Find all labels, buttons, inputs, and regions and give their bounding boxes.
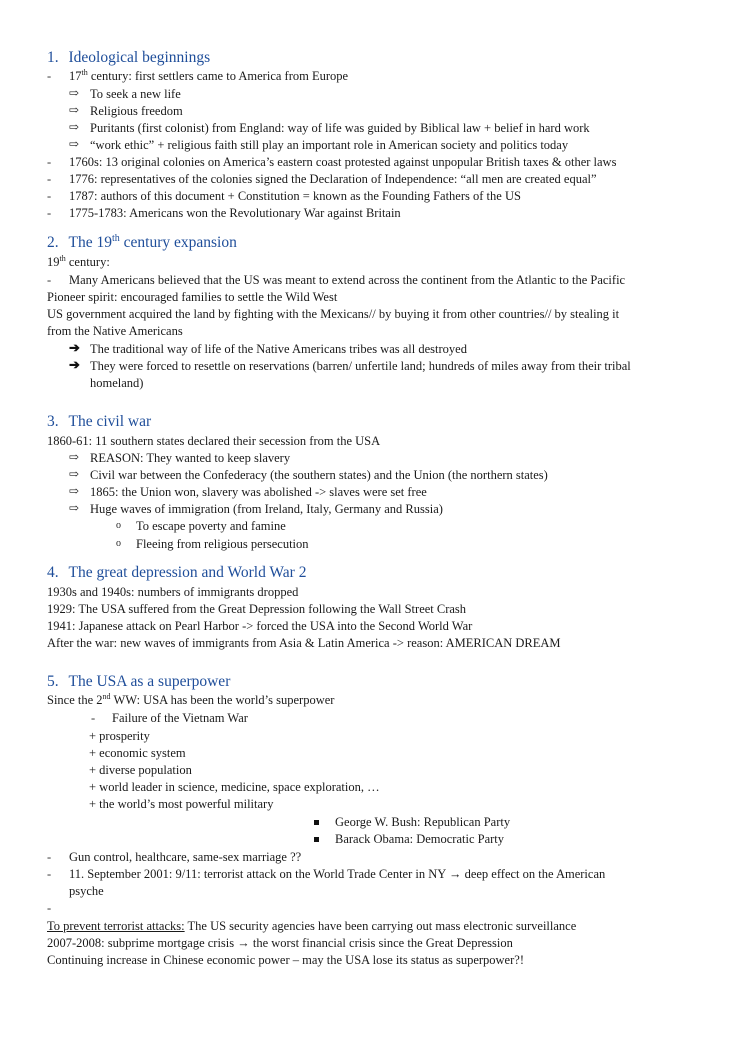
s3-line: 1860-61: 11 southern states declared their secession from the USA	[47, 434, 381, 448]
section-3-number: 3.	[47, 413, 59, 430]
dash-bullet: -	[47, 850, 52, 864]
s1-arrow-item: To seek a new life	[90, 87, 181, 101]
outline-arrow-icon: ⇨	[69, 137, 80, 151]
s5-dash-item: Gun control, healthcare, same-sex marriage ??	[69, 850, 302, 864]
outline-arrow-icon: ⇨	[69, 501, 80, 515]
outline-arrow-icon: ⇨	[69, 120, 80, 134]
s3-arrow-item: Civil war between the Confederacy (the southern states) and the Union (the northern states)	[90, 468, 548, 482]
s5-square-item: Barack Obama: Democratic Party	[335, 832, 505, 846]
s1-dash-item: 1776: representatives of the colonies signed the Declaration of Independence: “all men are created equal”	[69, 172, 597, 186]
s4-line: 1929: The USA suffered from the Great Depression following the Wall Street Crash	[47, 602, 467, 616]
s5-line-crisis: 2007-2008: subprime mortgage crisis → the worst financial crisis since the Great Depression	[47, 936, 513, 950]
s5-line-since-2nd-ww: Since the 2nd WW: USA has been the world’s superpower	[47, 691, 335, 707]
s2-arrow-item: The traditional way of life of the Native Americans tribes was all destroyed	[90, 342, 467, 356]
section-5-number: 5.	[47, 673, 59, 690]
s2-line: US government acquired the land by fighting with the Mexicans// by buying it from other countries// by stealing it	[47, 307, 620, 321]
s5-plus-item: + world leader in science, medicine, space exploration, …	[89, 780, 380, 794]
section-4-heading	[47, 564, 306, 582]
s1-arrow-item: “work ethic” + religious faith still play an important role in American society and politics today	[90, 138, 569, 152]
circle-bullet: o	[116, 520, 121, 531]
s3-arrow-item: 1865: the Union won, slavery was abolished -> slaves were set free	[90, 485, 427, 499]
s2-arrow-item-cont: homeland)	[90, 376, 144, 390]
outline-arrow-icon: ⇨	[69, 450, 80, 464]
s4-line: 1941: Japanese attack on Pearl Harbor -> forced the USA into the Second World War	[47, 619, 473, 633]
s1-dash-item: 1760s: 13 original colonies on America’s eastern coast protested against unpopular British taxes & other laws	[69, 155, 617, 169]
s5-dash-item-911: 11. September 2001: 9/11: terrorist attack on the World Trade Center in NY → deep effect on the American	[69, 867, 606, 881]
square-bullet	[314, 837, 319, 842]
dash-bullet: -	[47, 155, 52, 169]
right-arrow-icon: →	[448, 867, 462, 881]
s1-dash-item: 1787: authors of this document + Constitution = known as the Founding Fathers of the US	[69, 189, 521, 203]
s5-dash-item: Failure of the Vietnam War	[112, 711, 248, 725]
circle-bullet: o	[116, 538, 121, 549]
dash-bullet: -	[47, 206, 52, 220]
section-2-number: 2.	[47, 234, 59, 251]
section-1-heading	[47, 49, 210, 67]
right-arrow-icon: →	[237, 936, 250, 950]
outline-arrow-icon: ⇨	[69, 484, 80, 498]
s4-line: 1930s and 1940s: numbers of immigrants dropped	[47, 585, 299, 599]
section-4-number: 4.	[47, 564, 59, 581]
section-3-heading	[47, 413, 151, 431]
underlined-label: To prevent terrorist attacks:	[47, 919, 185, 933]
s5-plus-item: + economic system	[89, 746, 186, 760]
bold-arrow-icon: ➔	[69, 357, 80, 372]
s4-line: After the war: new waves of immigrants from Asia & Latin America -> reason: AMERICAN DREAM	[47, 636, 561, 650]
section-4-title: The great depression and World War 2	[68, 564, 307, 581]
s2-line-cont: from the Native Americans	[47, 324, 183, 338]
s1-dash-item: 1775-1783: Americans won the Revolutionary War against Britain	[69, 206, 401, 220]
square-bullet	[314, 820, 319, 825]
section-5-heading	[47, 673, 230, 691]
s3-arrow-item: Huge waves of immigration (from Ireland, Italy, Germany and Russia)	[90, 502, 443, 516]
dash-bullet: -	[47, 189, 52, 203]
bold-arrow-icon: ➔	[69, 340, 80, 355]
s1-arrow-item: Puritants (first colonist) from England: way of life was guided by Biblical law + belief in hard work	[90, 121, 590, 135]
section-1-number: 1.	[47, 49, 59, 66]
s5-plus-item: + the world’s most powerful military	[89, 797, 274, 811]
dash-bullet: -	[47, 69, 52, 83]
section-2-title: The 19th century expansion	[68, 232, 237, 251]
dash-bullet: -	[47, 901, 52, 915]
s2-arrow-item: They were forced to resettle on reservations (barren/ unfertile land; hundreds of miles away from their tribal	[90, 359, 631, 373]
s2-line-19th-century: 19th century:	[47, 253, 110, 269]
dash-bullet: -	[47, 273, 52, 287]
s5-dash-item-cont: psyche	[69, 884, 104, 898]
outline-arrow-icon: ⇨	[69, 103, 80, 117]
s1-arrow-item: Religious freedom	[90, 104, 183, 118]
section-1-title: Ideological beginnings	[68, 49, 211, 66]
dash-bullet: -	[47, 172, 52, 186]
dash-bullet: -	[47, 867, 52, 881]
s3-arrow-item: REASON: They wanted to keep slavery	[90, 451, 291, 465]
s5-plus-item: + diverse population	[89, 763, 192, 777]
outline-arrow-icon: ⇨	[69, 467, 80, 481]
section-2-heading	[47, 234, 237, 252]
section-5-title: The USA as a superpower	[68, 673, 231, 690]
s5-line-terrorist: To prevent terrorist attacks: The US security agencies have been carrying out mass electronic surveillance	[47, 919, 577, 933]
s2-dash-item: Many Americans believed that the US was meant to extend across the continent from the Atlantic to the Pacific	[69, 273, 626, 287]
s3-sub-item: Fleeing from religious persecution	[136, 537, 309, 551]
s5-plus-item: + prosperity	[89, 729, 150, 743]
section-3-title: The civil war	[68, 413, 152, 430]
s3-sub-item: To escape poverty and famine	[136, 519, 286, 533]
s5-line-china: Continuing increase in Chinese economic power – may the USA lose its status as superpower?!	[47, 953, 524, 967]
s2-line: Pioneer spirit: encouraged families to settle the Wild West	[47, 290, 338, 304]
s5-square-item: George W. Bush: Republican Party	[335, 815, 511, 829]
s1-line-17th-century: 17th century: first settlers came to America from Europe	[69, 67, 349, 83]
outline-arrow-icon: ⇨	[69, 86, 80, 100]
dash-bullet: -	[91, 711, 96, 725]
